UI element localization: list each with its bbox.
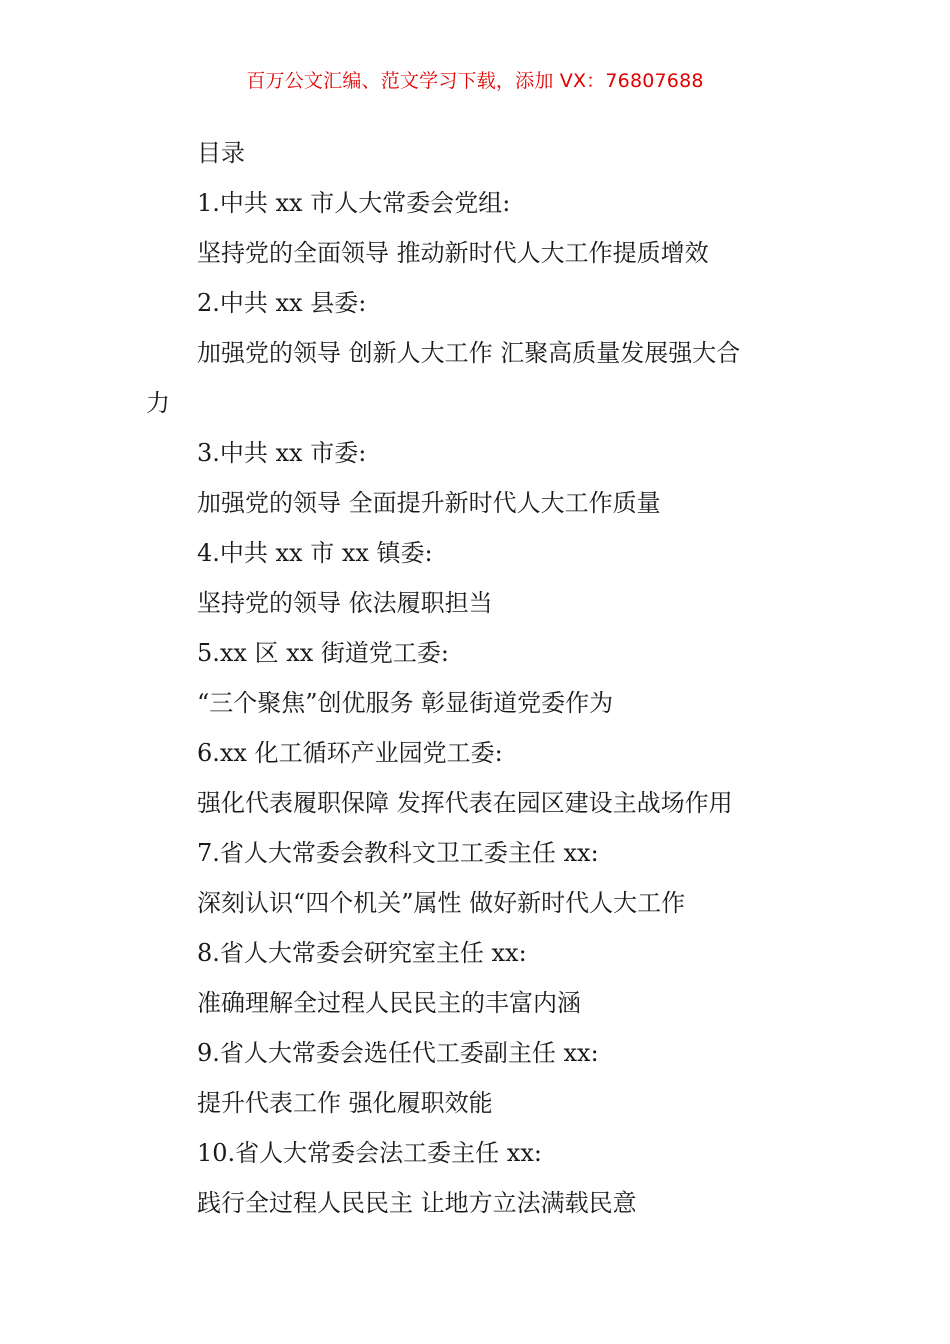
toc-entry-title: 践行全过程人民民主 让地方立法满载民意 xyxy=(197,1189,637,1217)
toc-entry-org: 6.xx 化工循环产业园党工委: xyxy=(197,739,503,767)
toc-entry-org: 4.中共 xx 市 xx 镇委: xyxy=(197,539,433,567)
toc-entry-org: 2.中共 xx 县委: xyxy=(197,289,367,317)
toc-entry-org: 8.省人大常委会研究室主任 xx: xyxy=(197,939,527,967)
toc-entry-title: 坚持党的领导 依法履职担当 xyxy=(197,589,493,617)
toc-entry-title: 加强党的领导 创新人大工作 汇聚高质量发展强大合 xyxy=(197,339,741,367)
toc-entry-title: 提升代表工作 强化履职效能 xyxy=(197,1089,493,1117)
toc-entry-org: 1.中共 xx 市人大常委会党组: xyxy=(197,189,511,217)
toc-entry-org: 9.省人大常委会选任代工委副主任 xx: xyxy=(197,1039,599,1067)
toc-entry-title: “三个聚焦”创优服务 彰显街道党委作为 xyxy=(197,689,614,717)
toc-entry-org: 7.省人大常委会教科文卫工委主任 xx: xyxy=(197,839,599,867)
toc-body xyxy=(146,128,826,1228)
toc-entry-title: 深刻认识“四个机关”属性 做好新时代人大工作 xyxy=(197,889,686,917)
toc-title: 目录 xyxy=(197,139,245,167)
toc-entry-title: 坚持党的全面领导 推动新时代人大工作提质增效 xyxy=(197,239,709,267)
toc-entry-title-continuation: 力 xyxy=(146,389,170,417)
toc-entry-title: 准确理解全过程人民民主的丰富内涵 xyxy=(197,989,581,1017)
toc-entry-title: 加强党的领导 全面提升新时代人大工作质量 xyxy=(197,489,661,517)
toc-entry-title: 强化代表履职保障 发挥代表在园区建设主战场作用 xyxy=(197,789,733,817)
toc-entry-org: 3.中共 xx 市委: xyxy=(197,439,367,467)
toc-entry-org: 10.省人大常委会法工委主任 xx: xyxy=(197,1139,542,1167)
header-watermark-text: 百万公文汇编、范文学习下载，添加 VX：76807688 xyxy=(246,70,704,92)
toc-entry-org: 5.xx 区 xx 街道党工委: xyxy=(197,639,450,667)
